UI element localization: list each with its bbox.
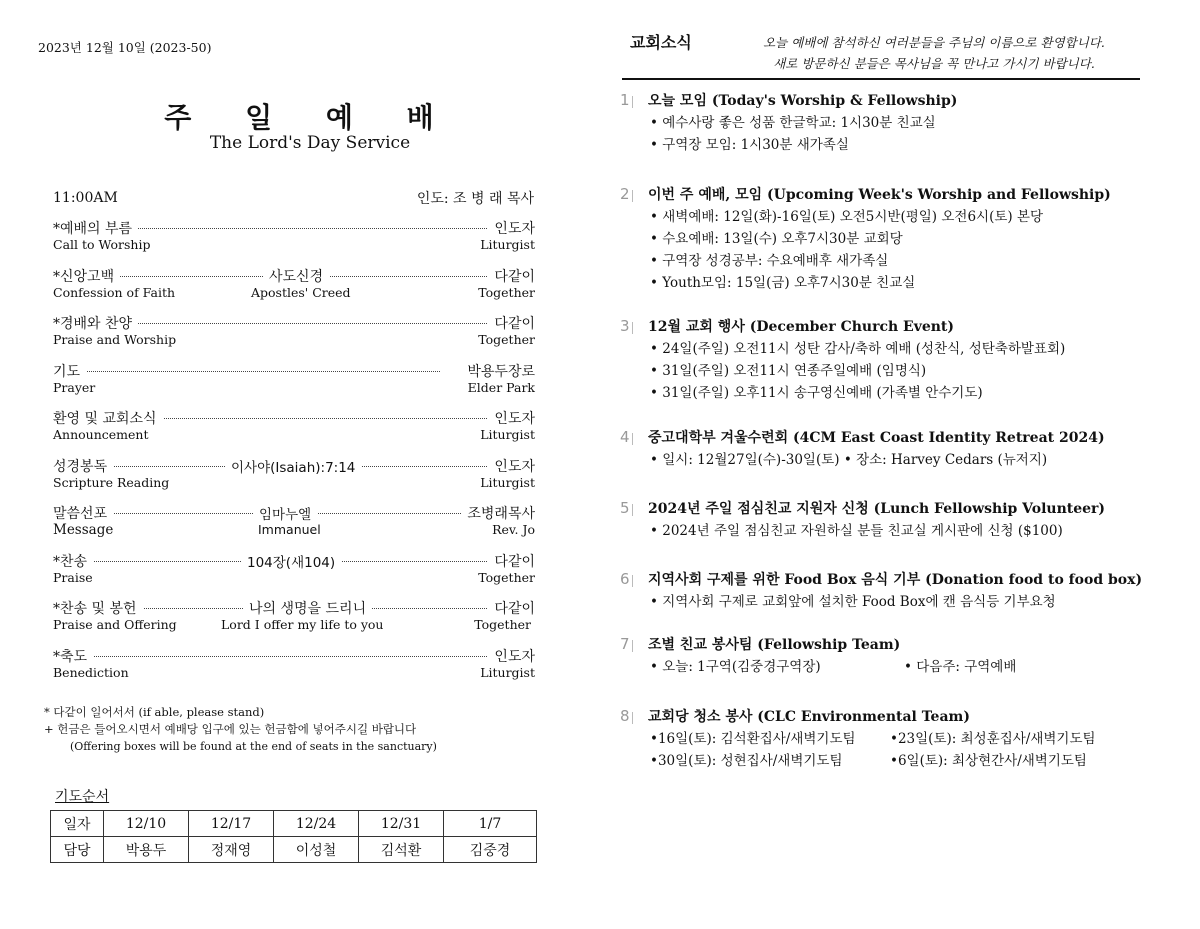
offering-note-en: (Offering boxes will be found at the end of seats in the sanctuary) [70, 740, 437, 753]
list-item: • 24일(주일) 오전11시 성탄 감사/축하 예배 (성찬식, 성탄축하발표회) [650, 341, 1066, 357]
table-cell: 정재영 [189, 837, 274, 863]
service-notes [44, 704, 437, 755]
order-name: *신앙고백 [53, 266, 120, 286]
order-name: *찬송 [53, 551, 93, 571]
order-item [53, 361, 535, 409]
divider [622, 78, 1140, 80]
order-name: 환영 및 교회소식 [53, 408, 163, 428]
order-detail: 사도신경 [263, 266, 329, 286]
order-role: 다같이 [488, 266, 535, 286]
order-name-en: Call to Worship [53, 237, 151, 252]
table-cell: 박용두 [104, 837, 189, 863]
item-number: 5 [620, 499, 630, 517]
list-item: •30일(토): 성현집사/새벽기도팀 [650, 753, 843, 769]
order-name-en: Announcement [53, 427, 149, 442]
service-title-korean: 주 일 예 배 [164, 101, 456, 134]
hymn-number: 104장(새104) [241, 551, 341, 571]
order-name: *예배의 부름 [53, 218, 138, 238]
item-title: 2024년 주일 점심친교 지원자 신청 (Lunch Fellowship Volunteer) [648, 501, 1106, 517]
table-cell: 12/31 [359, 811, 444, 837]
table-cell: 12/24 [274, 811, 359, 837]
list-item: • 지역사회 구제로 교회앞에 설치한 Food Box에 캔 음식등 기부요청 [650, 594, 1056, 610]
list-item: •23일(토): 최성훈집사/새벽기도팀 [890, 731, 1096, 747]
order-detail-en: Apostles' Creed [251, 284, 351, 300]
standing-note: * 다같이 일어서서 (if able, please stand) [44, 705, 265, 719]
order-name: 말씀선포 [53, 503, 113, 523]
item-number: 8 [620, 707, 630, 725]
sermon-title: 임마누엘 [253, 503, 317, 523]
order-item [53, 266, 535, 314]
order-role: 인도자 [488, 408, 535, 428]
table-cell: 김석환 [359, 837, 444, 863]
service-title-english: The Lord's Day Service [209, 133, 411, 153]
list-item: • 2024년 주일 점심친교 자원하실 분들 친교실 게시판에 신청 ($100) [650, 523, 1063, 539]
order-role: 다같이 [488, 313, 535, 333]
order-role-en: Liturgist [480, 237, 535, 252]
order-name: *경배와 찬양 [53, 313, 138, 333]
order-role: 인도자 [488, 646, 535, 666]
order-role-en: Together [474, 617, 531, 632]
order-item [53, 313, 535, 361]
item-number: 4 [620, 428, 630, 446]
order-role: 조병래목사 [461, 503, 535, 523]
order-role-en: Together [478, 332, 535, 347]
prayer-schedule-title: 기도순서 [55, 789, 110, 805]
order-name: *축도 [53, 646, 93, 666]
order-role-en: Together [478, 569, 535, 585]
item-number: 1 [620, 91, 630, 109]
order-item [53, 408, 535, 456]
item-title: 조별 친교 봉사팀 (Fellowship Team) [648, 637, 901, 653]
list-item: • Youth모임: 15일(금) 오후7시30분 친교실 [650, 275, 916, 291]
order-role-en: Liturgist [480, 427, 535, 442]
list-item: • 예수사랑 좋은 성품 한글학교: 1시30분 친교실 [650, 115, 936, 131]
order-name: 기도 [53, 361, 86, 381]
table-cell: 12/17 [189, 811, 274, 837]
table-cell: 12/10 [104, 811, 189, 837]
service-leader: 인도: 조 병 래 목사 [416, 191, 534, 207]
table-row [51, 837, 537, 863]
table-row [51, 811, 537, 837]
order-item [53, 456, 535, 504]
item-title: 중고대학부 겨울수련회 (4CM East Coast Identity Retreat 2024) [648, 430, 1105, 446]
list-item: • 31일(주일) 오전11시 연종주일예배 (임명식) [650, 363, 927, 379]
order-name-en: Praise [53, 569, 93, 585]
item-number: 2 [620, 185, 630, 203]
list-item: • 다음주: 구역예배 [904, 659, 1017, 675]
right-page [600, 0, 1200, 929]
order-item [53, 646, 535, 694]
order-role-en: Rev. Jo [492, 522, 535, 537]
table-header: 담당 [51, 837, 104, 863]
welcome-line: 오늘 예배에 참석하신 여러분들을 주님의 이름으로 환영합니다. [763, 35, 1105, 50]
scripture-reference: 이사야(Isaiah):7:14 [225, 456, 361, 476]
table-cell: 1/7 [444, 811, 537, 837]
list-item: • 새벽예배: 12일(화)-16일(토) 오전5시반(평일) 오전6시(토) 본당 [650, 209, 1044, 225]
order-role: 다같이 [488, 551, 535, 571]
offering-note: + 헌금은 들어오시면서 예배당 입구에 있는 헌금함에 넣어주시길 바랍니다 [44, 722, 417, 736]
prayer-schedule-table [50, 810, 537, 863]
order-role-en: Elder Park [467, 379, 535, 395]
order-item [53, 598, 535, 646]
order-role: 다같이 [488, 598, 535, 618]
list-item: •6일(토): 최상현간사/새벽기도팀 [890, 753, 1087, 769]
order-name-en: Prayer [53, 379, 96, 395]
welcome-message [740, 32, 1128, 74]
order-name: *찬송 및 봉헌 [53, 598, 143, 618]
table-cell: 이성철 [274, 837, 359, 863]
list-item: • 31일(주일) 오후11시 송구영신예배 (가족별 안수기도) [650, 385, 983, 401]
welcome-line: 새로 방문하신 분들은 목사님을 꼭 만나고 가시기 바랍니다. [773, 56, 1095, 71]
list-item: • 오늘: 1구역(김중경구역장) [650, 659, 821, 675]
order-name-en: Benediction [53, 664, 129, 680]
order-name-en: Confession of Faith [53, 284, 176, 300]
table-header: 일자 [51, 811, 104, 837]
item-title: 오늘 모임 (Today's Worship & Fellowship) [648, 93, 958, 109]
item-title: 이번 주 예배, 모임 (Upcoming Week's Worship and Fellowship) [648, 187, 1111, 203]
order-name: 성경봉독 [53, 456, 113, 476]
order-role-en: Liturgist [480, 474, 535, 490]
list-item: • 구역장 모임: 1시30분 새가족실 [650, 137, 849, 153]
order-role-en: Together [478, 284, 535, 300]
item-number: 3 [620, 317, 630, 335]
offering-hymn: 나의 생명을 드리니 [243, 598, 372, 618]
order-name-en: Praise and Offering [53, 617, 177, 632]
order-name-en: Scripture Reading [53, 474, 170, 490]
order-role: 박용두장로 [461, 361, 535, 381]
sermon-title-en: Immanuel [258, 522, 321, 537]
item-title: 교회당 청소 봉사 (CLC Environmental Team) [648, 709, 970, 725]
order-role: 인도자 [488, 456, 535, 476]
order-name-en: Message [53, 522, 114, 538]
list-item: • 수요예배: 13일(수) 오후7시30분 교회당 [650, 231, 903, 247]
item-title: 지역사회 구제를 위한 Food Box 음식 기부 (Donation food to food box) [648, 572, 1143, 588]
list-item: • 일시: 12월27일(수)-30일(토) • 장소: Harvey Cedars (뉴저지) [650, 452, 1048, 468]
order-name-en: Praise and Worship [53, 332, 177, 347]
order-item [53, 503, 535, 551]
item-number: 7 [620, 635, 630, 653]
item-number: 6 [620, 570, 630, 588]
offering-hymn-en: Lord I offer my life to you [221, 617, 384, 632]
order-item [53, 218, 535, 266]
service-time: 11:00AM [53, 190, 118, 206]
item-title: 12월 교회 행사 (December Church Event) [648, 319, 955, 335]
order-role: 인도자 [488, 218, 535, 238]
table-cell: 김중경 [444, 837, 537, 863]
list-item: •16일(토): 김석환집사/새벽기도팀 [650, 731, 856, 747]
order-item [53, 551, 535, 599]
bulletin-date: 2023년 12월 10일 (2023-50) [38, 40, 212, 55]
news-title: 교회소식 [630, 33, 692, 52]
order-role-en: Liturgist [480, 664, 535, 680]
list-item: • 구역장 성경공부: 수요예배후 새가족실 [650, 253, 889, 269]
order-of-worship [53, 218, 535, 693]
